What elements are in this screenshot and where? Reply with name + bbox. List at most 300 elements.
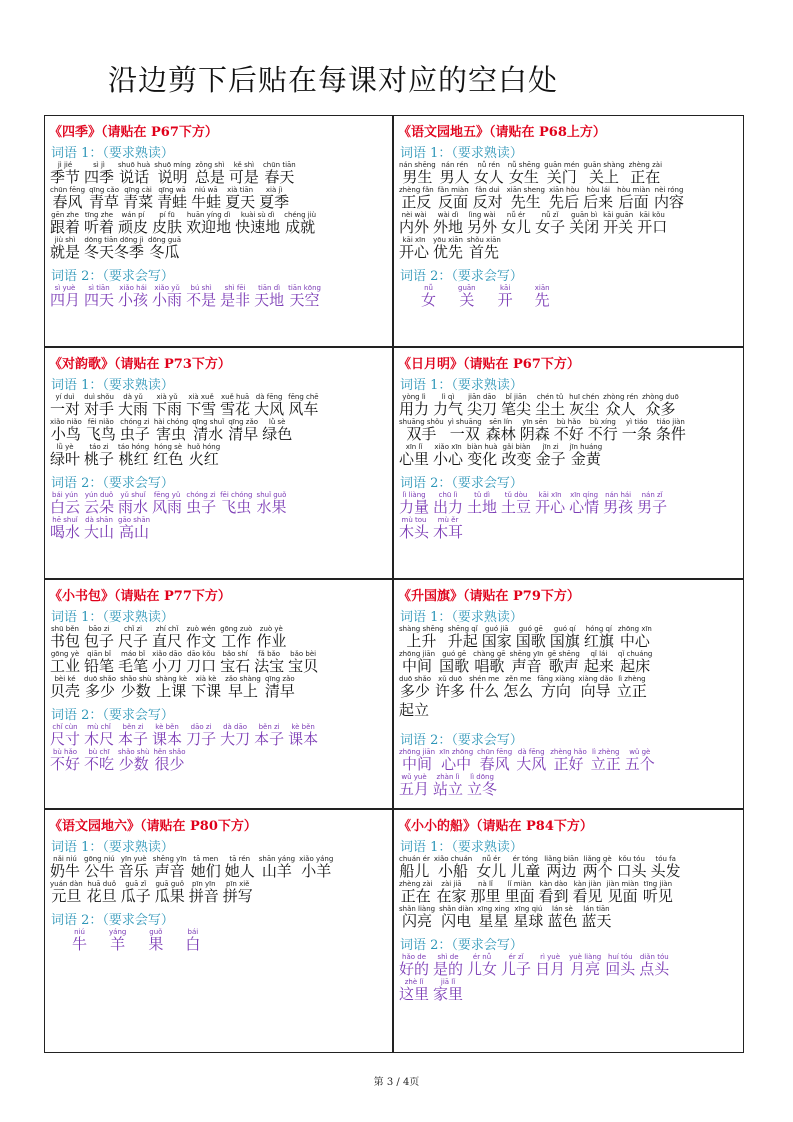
word-pinyin: wǔ gè	[629, 748, 651, 756]
word-pinyin: nán hái	[605, 491, 632, 499]
word-pinyin: dà yǔ	[123, 393, 143, 401]
word-hanzi: 清早	[228, 425, 259, 443]
word	[516, 625, 546, 650]
word	[262, 418, 292, 443]
word-pinyin: shān yáng	[258, 855, 296, 863]
word	[569, 211, 599, 236]
word-pinyin: lán tiān	[583, 905, 610, 913]
word-pinyin: yáng	[109, 928, 127, 936]
word-pinyin: qīng cǎo	[89, 186, 120, 194]
word-hanzi: 起来	[583, 657, 614, 675]
word-hanzi: 夏季	[259, 193, 290, 211]
word-hanzi: 日月	[535, 960, 566, 978]
lesson-cell-yuwen-yuandi-5	[394, 116, 743, 346]
word-hanzi: 毛笔	[118, 657, 149, 675]
word	[50, 723, 80, 748]
word	[86, 418, 116, 443]
word-pinyin: shàng shēng	[399, 625, 444, 633]
word	[618, 650, 653, 675]
word-pinyin: jīn huáng	[569, 443, 603, 451]
word	[474, 161, 504, 186]
word-hanzi: 火红	[188, 450, 219, 468]
word	[152, 491, 182, 516]
word-hanzi: 木耳	[433, 523, 464, 541]
word-row-read	[50, 393, 388, 418]
word-row-read	[50, 650, 388, 675]
word-pinyin: bái	[187, 928, 199, 936]
word	[467, 211, 497, 236]
word	[152, 211, 182, 236]
word	[225, 186, 255, 211]
word-pinyin: bù hǎo	[556, 418, 581, 426]
word	[118, 393, 148, 418]
word-pinyin: táo hóng	[118, 443, 150, 451]
word-pinyin: chūn fēng	[477, 748, 513, 756]
word	[191, 675, 221, 700]
word	[235, 211, 280, 236]
word-pinyin: hē shuǐ	[52, 516, 78, 524]
lesson-header: 《日月明》（请贴在 P67下方）	[398, 357, 580, 372]
word-pinyin: wǔ yuè	[401, 773, 427, 781]
word-hanzi: 害虫	[156, 425, 187, 443]
word	[299, 855, 333, 880]
word-hanzi: 外地	[433, 218, 464, 236]
word	[288, 723, 318, 748]
word-hanzi: 总是	[194, 168, 225, 186]
word-pinyin: xīn zhōng	[439, 748, 474, 756]
word-pinyin: chéng jiù	[284, 211, 317, 219]
word-hanzi: 看到	[538, 887, 569, 905]
word-pinyin: kuài sù dì	[240, 211, 275, 219]
word-hanzi: 雪花	[220, 400, 251, 418]
word	[399, 953, 429, 978]
word	[535, 393, 565, 418]
word-pinyin: shǎn liàng	[399, 905, 436, 913]
word-pinyin: sēn lín	[489, 418, 513, 426]
word-hanzi: 正反	[401, 193, 432, 211]
lesson-cell-xiaoshubao	[45, 580, 392, 808]
word-pinyin: tiān kōng	[288, 284, 321, 292]
word-hanzi: 正在	[630, 168, 661, 186]
word	[439, 650, 469, 675]
word	[50, 161, 80, 186]
word-hanzi: 大山	[84, 523, 115, 541]
word	[399, 236, 429, 261]
word-hanzi: 在家	[436, 887, 467, 905]
word	[154, 161, 191, 186]
section-label-read: 词语 1：（要求熟读）	[51, 610, 174, 625]
word-hanzi: 这里	[399, 985, 430, 1003]
word-pinyin: tǔ dòu	[504, 491, 528, 499]
word-hanzi: 很少	[154, 755, 185, 773]
word	[467, 773, 497, 798]
word	[617, 675, 647, 700]
word-pinyin: jì jié	[57, 161, 73, 169]
word-pinyin: zhè lǐ	[404, 978, 424, 986]
word-hanzi: 首先	[468, 243, 499, 261]
word	[186, 393, 216, 418]
word	[473, 186, 503, 211]
word-pinyin: bái yún	[52, 491, 78, 499]
word-pinyin: yuè liàng	[569, 953, 602, 961]
word-hanzi: 月亮	[570, 960, 601, 978]
word	[399, 978, 429, 1003]
word-hanzi: 小刀	[152, 657, 183, 675]
word-pinyin: shǎo shù	[120, 675, 152, 683]
word-pinyin: niú	[74, 928, 85, 936]
word-row-read	[50, 675, 388, 700]
word-hanzi: 小孩	[118, 291, 149, 309]
word-pinyin: nǚ ér	[482, 855, 501, 863]
word-hanzi: 力气	[433, 400, 464, 418]
word	[421, 284, 436, 309]
word-pinyin: guǒ	[149, 928, 163, 936]
word	[477, 905, 509, 930]
word-pinyin: tiáo jiàn	[656, 418, 685, 426]
word-hanzi: 女儿	[501, 218, 532, 236]
word-hanzi: 下雪	[186, 400, 217, 418]
word-pinyin: biàn huà	[467, 443, 498, 451]
word-pinyin: zhōng xīn	[617, 625, 652, 633]
word-pinyin: lì zhèng	[618, 675, 646, 683]
word-pinyin: huí tóu	[608, 953, 633, 961]
word-pinyin: xuě huā	[220, 393, 250, 401]
word-hanzi: 起床	[620, 657, 651, 675]
word	[192, 418, 224, 443]
word-pinyin: jiàn miàn	[606, 880, 639, 888]
word-pinyin: shǒu xiān	[467, 236, 501, 244]
section-label-read: 词语 1：（要求熟读）	[400, 146, 523, 161]
word	[637, 211, 667, 236]
word	[603, 393, 638, 418]
word-hanzi: 向导	[580, 682, 611, 700]
word-pinyin: bǎo shí	[222, 650, 248, 658]
word	[186, 284, 216, 309]
word	[550, 625, 580, 650]
word-pinyin: nán rén	[441, 161, 469, 169]
word-pinyin: shuāng shǒu	[399, 418, 444, 426]
word-hanzi: 飞虫	[221, 498, 252, 516]
word	[507, 186, 545, 211]
section-label-write: 词语 2：（要求会写）	[400, 269, 523, 284]
word-hanzi: 清早	[264, 682, 295, 700]
word-pinyin: huān yíng dì	[186, 211, 231, 219]
word	[153, 855, 187, 880]
word-pinyin: wán pí	[121, 211, 145, 219]
word-pinyin: běn zi	[122, 723, 144, 731]
word-pinyin: guān bì	[570, 211, 598, 219]
word	[50, 650, 80, 675]
word	[50, 855, 80, 880]
word	[651, 855, 681, 880]
word-pinyin: jiù shì	[54, 236, 76, 244]
word-hanzi: 开心	[399, 243, 430, 261]
word-hanzi: 优先	[433, 243, 464, 261]
word-pinyin: yún duǒ	[84, 491, 114, 499]
word	[399, 418, 444, 443]
word-pinyin: kě shì	[233, 161, 255, 169]
word	[399, 702, 429, 719]
word-hanzi: 五个	[624, 755, 655, 773]
word-hanzi: 土地	[467, 498, 498, 516]
word-hanzi: 课本	[288, 730, 319, 748]
word-pinyin: qiān bǐ	[87, 650, 111, 658]
word-pinyin: shēng yīn	[152, 855, 187, 863]
word	[84, 161, 114, 186]
word	[89, 186, 119, 211]
word-hanzi: 大雨	[118, 400, 149, 418]
word-hanzi: 土豆	[501, 498, 532, 516]
word-hanzi: 儿子	[501, 960, 532, 978]
word-hanzi: 内容	[654, 193, 685, 211]
word	[186, 491, 216, 516]
word-row-read	[50, 236, 388, 261]
word	[118, 443, 149, 468]
word-pinyin: kāi xīn	[538, 491, 562, 499]
word	[187, 443, 220, 468]
word-row-read	[399, 855, 739, 880]
lesson-header: 《语文园地六》（请贴在 P80下方）	[49, 819, 257, 834]
word	[259, 855, 295, 880]
word-pinyin: chǐ zi	[124, 625, 143, 633]
word	[569, 491, 599, 516]
word	[477, 748, 512, 773]
word	[228, 418, 258, 443]
word-hanzi: 书包	[50, 632, 81, 650]
word-hanzi: 另外	[467, 218, 498, 236]
word-hanzi: 立正	[616, 682, 647, 700]
word	[399, 211, 429, 236]
word	[399, 625, 444, 650]
word-pinyin: chóng zi	[186, 491, 216, 499]
word	[84, 650, 114, 675]
word-pinyin: bǎo bèi	[290, 650, 317, 658]
word-pinyin: guān mén	[544, 161, 580, 169]
word-pinyin: guān	[458, 284, 476, 292]
word-hanzi: 开关	[603, 218, 634, 236]
word	[435, 675, 465, 700]
word-hanzi: 跟着	[50, 218, 81, 236]
word-hanzi: 女子	[535, 218, 566, 236]
word	[504, 880, 534, 905]
word-pinyin: qīng zǎo	[228, 418, 259, 426]
word-pinyin: guó gē	[518, 625, 543, 633]
word	[84, 516, 114, 541]
word	[148, 928, 163, 953]
word-hanzi: 奶牛	[50, 862, 81, 880]
word-hanzi: 什么	[469, 682, 500, 700]
word-pinyin: zhàn lì	[436, 773, 460, 781]
word-hanzi: 工作	[221, 632, 252, 650]
word	[84, 723, 114, 748]
word-hanzi: 春风	[479, 755, 510, 773]
word-pinyin: hěn shǎo	[153, 748, 186, 756]
word	[617, 186, 650, 211]
word	[87, 880, 117, 905]
word-pinyin: guā guǒ	[155, 880, 185, 888]
word	[263, 161, 296, 186]
word-pinyin: zhèng zài	[399, 880, 433, 888]
word	[254, 393, 284, 418]
word	[265, 675, 295, 700]
word-hanzi: 声音	[154, 862, 185, 880]
word	[84, 625, 114, 650]
word	[654, 186, 684, 211]
word	[470, 880, 500, 905]
word	[501, 491, 531, 516]
word-pinyin: yīn yuè	[120, 855, 147, 863]
sticker-grid	[44, 115, 744, 1053]
word-pinyin: qǐ chuáng	[617, 650, 653, 658]
section-label-read: 词语 1：（要求熟读）	[400, 378, 523, 393]
word	[118, 161, 150, 186]
word-row-read	[399, 236, 739, 261]
page-footer: 第 3 / 4页	[373, 1077, 420, 1088]
section-label-write: 词语 2：（要求会写）	[51, 913, 174, 928]
word-pinyin: kāi guān	[603, 211, 634, 219]
word-hanzi: 大风	[516, 755, 547, 773]
word-pinyin: yì shuāng	[447, 418, 482, 426]
word-pinyin: fēi chóng	[220, 491, 253, 499]
word-pinyin: guān shàng	[583, 161, 625, 169]
word-hanzi: 阴森	[519, 425, 550, 443]
word-pinyin: xiǎo yáng	[299, 855, 334, 863]
word-pinyin: gēn zhe	[51, 211, 79, 219]
word-pinyin: nǚ zǐ	[541, 211, 559, 219]
word-pinyin: zǒng shì	[195, 161, 225, 169]
word-pinyin: xiǎo niǎo	[50, 418, 82, 426]
word-pinyin: chū lì	[438, 491, 458, 499]
word-pinyin: chàng gē	[473, 650, 506, 658]
word	[84, 284, 114, 309]
word-pinyin: duō shǎo	[84, 675, 117, 683]
word	[639, 953, 669, 978]
word-pinyin: yōu xiān	[433, 236, 463, 244]
word-row-read	[399, 161, 739, 186]
word-hanzi: 口头	[616, 862, 647, 880]
word-pinyin: jiān dāo	[468, 393, 496, 401]
word-pinyin: huā duǒ	[87, 880, 116, 888]
word	[288, 393, 318, 418]
section-label-write: 词语 2：（要求会写）	[51, 708, 174, 723]
word-hanzi: 贝壳	[50, 682, 81, 700]
word-pinyin: lì qì	[441, 393, 455, 401]
word-hanzi: 见面	[607, 887, 638, 905]
word-pinyin: hòu lái	[586, 186, 610, 194]
word	[473, 650, 505, 675]
section-label-write: 词语 2：（要求会写）	[51, 269, 174, 284]
word-pinyin: zhèng zài	[628, 161, 663, 169]
word-hanzi: 关门	[546, 168, 577, 186]
word-row-read	[399, 625, 739, 650]
word-hanzi: 春风	[52, 193, 83, 211]
word-hanzi: 关上	[589, 168, 620, 186]
word-hanzi: 作文	[186, 632, 217, 650]
word	[50, 211, 80, 236]
word	[588, 418, 618, 443]
word	[573, 880, 603, 905]
word-hanzi: 心中	[441, 755, 472, 773]
word	[50, 880, 83, 905]
word	[583, 186, 613, 211]
word	[448, 625, 478, 650]
word-pinyin: gǎi biàn	[502, 443, 531, 451]
word-hanzi: 关	[459, 291, 475, 309]
word-hanzi: 不行	[587, 425, 618, 443]
word-pinyin: tā rén	[229, 855, 251, 863]
word-hanzi: 回头	[605, 960, 636, 978]
word-pinyin: shuō míng	[154, 161, 191, 169]
word-row-read	[50, 880, 388, 905]
word	[254, 650, 284, 675]
word-pinyin: fāng xiàng	[537, 675, 575, 683]
word-pinyin: chūn fēng	[50, 186, 86, 194]
word-hanzi: 歌声	[548, 657, 579, 675]
word-pinyin: zhèng hǎo	[550, 748, 587, 756]
word-hanzi: 她人	[224, 862, 255, 880]
word	[467, 953, 497, 978]
word-hanzi: 就是	[50, 243, 81, 261]
word	[607, 880, 639, 905]
word	[439, 905, 473, 930]
word-hanzi: 青草	[89, 193, 120, 211]
word-hanzi: 说明	[157, 168, 188, 186]
word-hanzi: 小雨	[152, 291, 183, 309]
word-pinyin: kè běn	[291, 723, 315, 731]
word-pinyin: bèi ké	[54, 675, 76, 683]
word	[120, 418, 150, 443]
word-hanzi: 女生	[508, 168, 539, 186]
word-pinyin: lì zhèng	[592, 748, 620, 756]
word-pinyin: xià xuě	[188, 393, 214, 401]
word	[223, 880, 253, 905]
word	[72, 928, 87, 953]
word-hanzi: 心情	[569, 498, 600, 516]
word	[84, 236, 144, 261]
word	[578, 675, 613, 700]
lesson-header: 《对韵歌》（请贴在 P73下方）	[49, 357, 231, 372]
word-row-read	[50, 443, 388, 468]
word-hanzi: 下雨	[152, 400, 183, 418]
word-pinyin: shǎn diàn	[439, 905, 474, 913]
word	[569, 953, 601, 978]
word	[50, 516, 80, 541]
word	[498, 284, 513, 309]
word-pinyin: kè běn	[155, 723, 179, 731]
word-hanzi: 男生	[402, 168, 433, 186]
lesson-cell-sijì	[45, 116, 392, 346]
word-row-write	[399, 748, 739, 773]
word-hanzi: 两个	[582, 862, 613, 880]
word	[433, 516, 463, 541]
word	[436, 880, 466, 905]
word	[118, 211, 148, 236]
word-hanzi: 一对	[50, 400, 81, 418]
word-hanzi: 不好	[553, 425, 584, 443]
lesson-cell-xiaoxiaodechuan	[394, 810, 743, 1052]
word-hanzi: 绿叶	[50, 450, 81, 468]
word	[118, 650, 148, 675]
word-pinyin: dà dāo	[223, 723, 248, 731]
word-row-write	[50, 928, 388, 953]
word-hanzi: 下课	[191, 682, 222, 700]
word	[439, 748, 473, 773]
word-hanzi: 家里	[433, 985, 464, 1003]
word	[433, 953, 463, 978]
word-hanzi: 闪电	[441, 912, 472, 930]
word-hanzi: 反面	[438, 193, 469, 211]
word-pinyin: dāo kǒu	[187, 650, 216, 658]
